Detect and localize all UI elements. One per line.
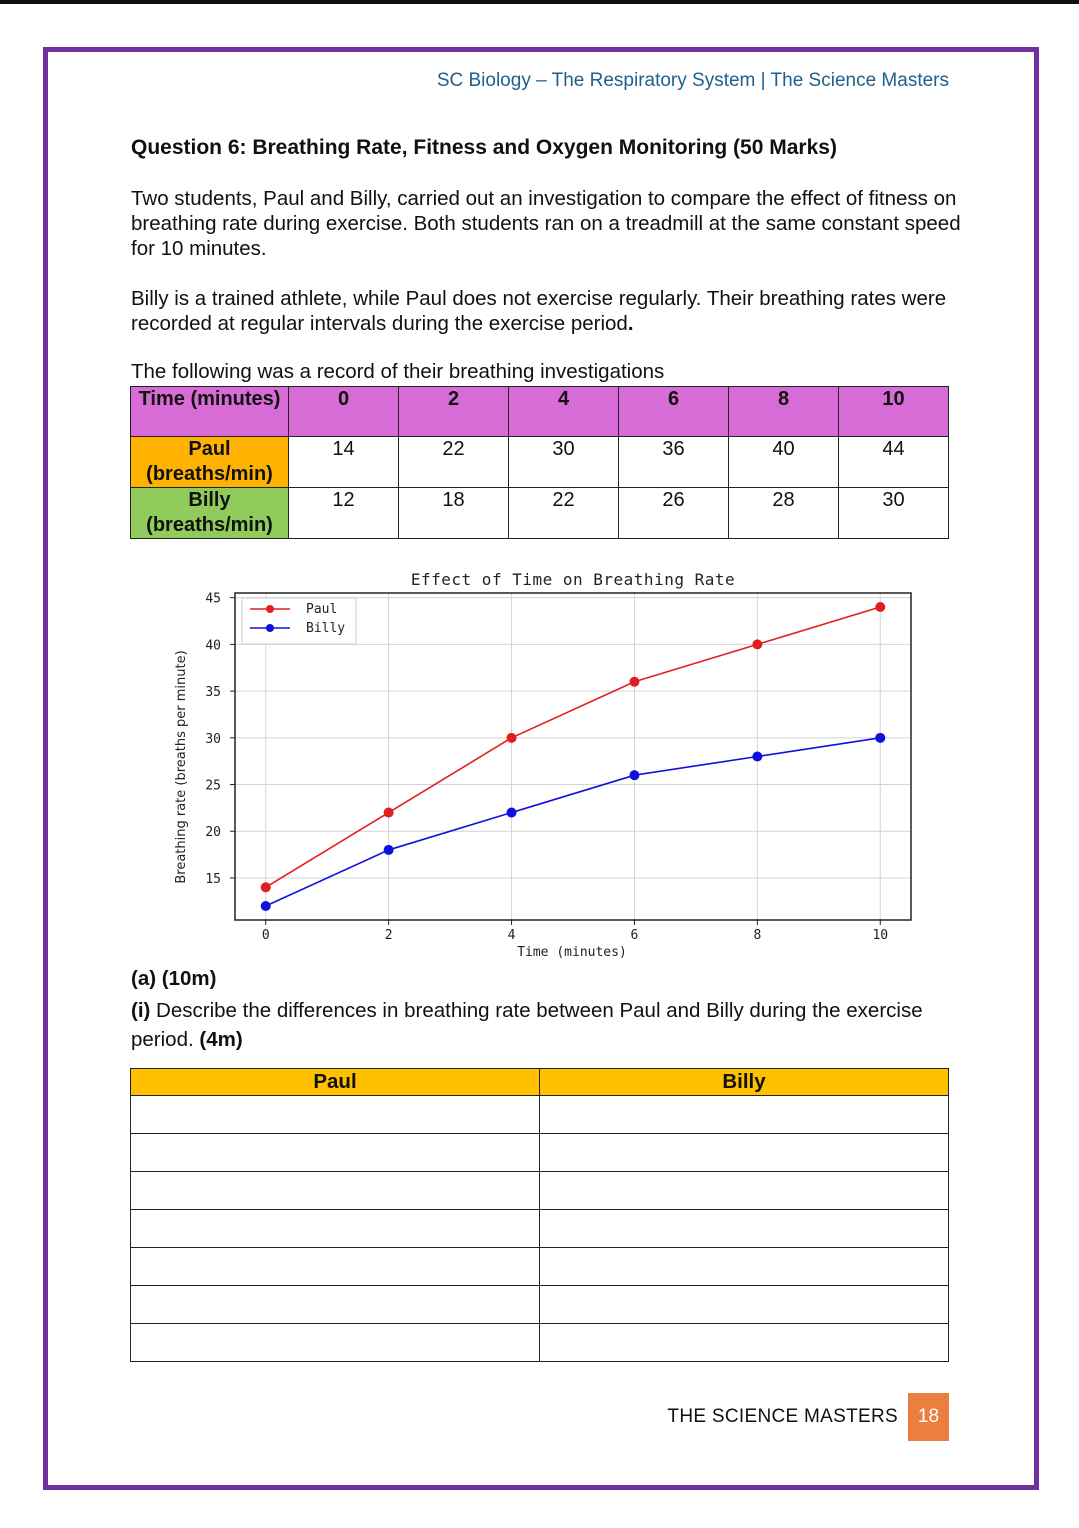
x-tick-label: 2 — [384, 928, 393, 943]
part-i-text: Describe the differences in breathing rate between Paul and Billy during the exercise period. — [131, 999, 923, 1051]
answer-cell[interactable] — [540, 1324, 949, 1362]
data-point-billy — [629, 770, 639, 780]
answer-cell[interactable] — [540, 1286, 949, 1324]
chart-title: Effect of Time on Breathing Rate — [410, 570, 736, 589]
table-cell: 36 — [619, 437, 729, 488]
row-label: Billy (breaths/min) — [131, 488, 289, 539]
answer-row — [131, 1134, 949, 1172]
footer-text: THE SCIENCE MASTERS — [667, 1406, 898, 1427]
answer-cell[interactable] — [131, 1134, 540, 1172]
answer-row — [131, 1324, 949, 1362]
chart-series — [261, 602, 886, 911]
answer-row — [131, 1096, 949, 1134]
x-tick-label: 4 — [507, 928, 516, 943]
legend-label-paul: Paul — [306, 602, 338, 617]
answer-cell[interactable] — [540, 1134, 949, 1172]
table-cell: 26 — [619, 488, 729, 539]
answer-header-paul: Paul — [131, 1069, 540, 1096]
table-cell: 30 — [839, 488, 949, 539]
data-point-billy — [384, 845, 394, 855]
y-axis-label: Breathing rate (breaths per minute) — [174, 650, 189, 884]
x-tick-label: 10 — [872, 928, 889, 943]
y-tick-label: 45 — [205, 591, 221, 607]
page-header: SC Biology – The Respiratory System | The Science Masters — [436, 70, 949, 91]
answer-cell[interactable] — [131, 1172, 540, 1210]
legend-label-billy: Billy — [306, 621, 346, 636]
x-axis-label: Time (minutes) — [517, 945, 627, 960]
data-point-billy — [261, 901, 271, 911]
data-point-billy — [507, 808, 517, 818]
answer-cell[interactable] — [131, 1248, 540, 1286]
table-cell: 4 — [509, 387, 619, 437]
x-tick-label: 6 — [630, 928, 639, 943]
data-point-billy — [752, 752, 762, 762]
table-row-billy — [131, 488, 949, 539]
part-a-heading: (a) (10m) — [131, 967, 217, 990]
answer-cell[interactable] — [540, 1172, 949, 1210]
table-cell: 22 — [509, 488, 619, 539]
answer-row — [131, 1172, 949, 1210]
table-row-paul — [131, 437, 949, 488]
y-tick-label: 30 — [205, 731, 221, 747]
data-point-paul — [507, 733, 517, 743]
breathing-data-table — [130, 386, 949, 539]
answer-row — [131, 1248, 949, 1286]
y-tick-label: 25 — [205, 778, 221, 794]
row-label: Time (minutes) — [131, 387, 289, 437]
y-tick-label: 15 — [205, 871, 221, 887]
table-cell: 6 — [619, 387, 729, 437]
part-i-question — [131, 996, 931, 1054]
top-border-bar — [0, 0, 1079, 4]
answer-cell[interactable] — [131, 1210, 540, 1248]
answer-cell[interactable] — [540, 1096, 949, 1134]
table-cell: 30 — [509, 437, 619, 488]
table-cell: 2 — [399, 387, 509, 437]
table-cell: 14 — [289, 437, 399, 488]
answer-cell[interactable] — [540, 1210, 949, 1248]
x-tick-label: 0 — [261, 928, 270, 943]
answer-row — [131, 1286, 949, 1324]
data-point-paul — [629, 677, 639, 687]
table-cell: 18 — [399, 488, 509, 539]
data-point-paul — [261, 882, 271, 892]
data-point-paul — [384, 808, 394, 818]
y-tick-label: 40 — [205, 638, 221, 654]
intro-paragraph: Two students, Paul and Billy, carried out an investigation to compare the effect of fitness on breathing rate during exercise. Both students ran on a treadmill at the same constant speed for 10 minutes. — [131, 187, 961, 260]
answer-cell[interactable] — [131, 1286, 540, 1324]
answer-cell[interactable] — [131, 1324, 540, 1362]
row-label: Paul (breaths/min) — [131, 437, 289, 488]
table-cell: 12 — [289, 488, 399, 539]
chart-legend — [242, 598, 356, 644]
table-cell: 0 — [289, 387, 399, 437]
table-cell: 40 — [729, 437, 839, 488]
part-i-marks: (4m) — [199, 1028, 243, 1051]
table-row-time — [131, 387, 949, 437]
context-paragraph-text: Billy is a trained athlete, while Paul does not exercise regularly. Their breathing rates were recorded at regular intervals during the exercise period — [131, 287, 947, 335]
answer-header-row — [131, 1069, 949, 1096]
table-cell: 44 — [839, 437, 949, 488]
answer-table — [130, 1068, 949, 1362]
data-point-billy — [875, 733, 885, 743]
breathing-rate-chart — [160, 560, 920, 965]
table-cell: 10 — [839, 387, 949, 437]
answer-cell[interactable] — [540, 1248, 949, 1286]
series-line-billy — [266, 738, 881, 906]
data-point-paul — [752, 639, 762, 649]
legend-marker-paul — [266, 605, 274, 613]
table-cell: 8 — [729, 387, 839, 437]
answer-cell[interactable] — [131, 1096, 540, 1134]
answer-row — [131, 1210, 949, 1248]
y-tick-label: 20 — [205, 825, 221, 841]
part-i-number: (i) — [131, 999, 151, 1022]
x-tick-label: 8 — [753, 928, 762, 943]
page-number: 18 — [908, 1393, 949, 1441]
question-title: Question 6: Breathing Rate, Fitness and Oxygen Monitoring (50 Marks) — [131, 136, 837, 159]
context-paragraph-end: . — [627, 312, 634, 335]
series-line-paul — [266, 607, 881, 887]
table-caption: The following was a record of their breathing investigations — [131, 360, 665, 383]
table-cell: 22 — [399, 437, 509, 488]
table-cell: 28 — [729, 488, 839, 539]
answer-header-billy: Billy — [540, 1069, 949, 1096]
y-tick-label: 35 — [205, 685, 221, 701]
data-point-paul — [875, 602, 885, 612]
context-paragraph — [131, 286, 961, 336]
legend-marker-billy — [266, 624, 274, 632]
